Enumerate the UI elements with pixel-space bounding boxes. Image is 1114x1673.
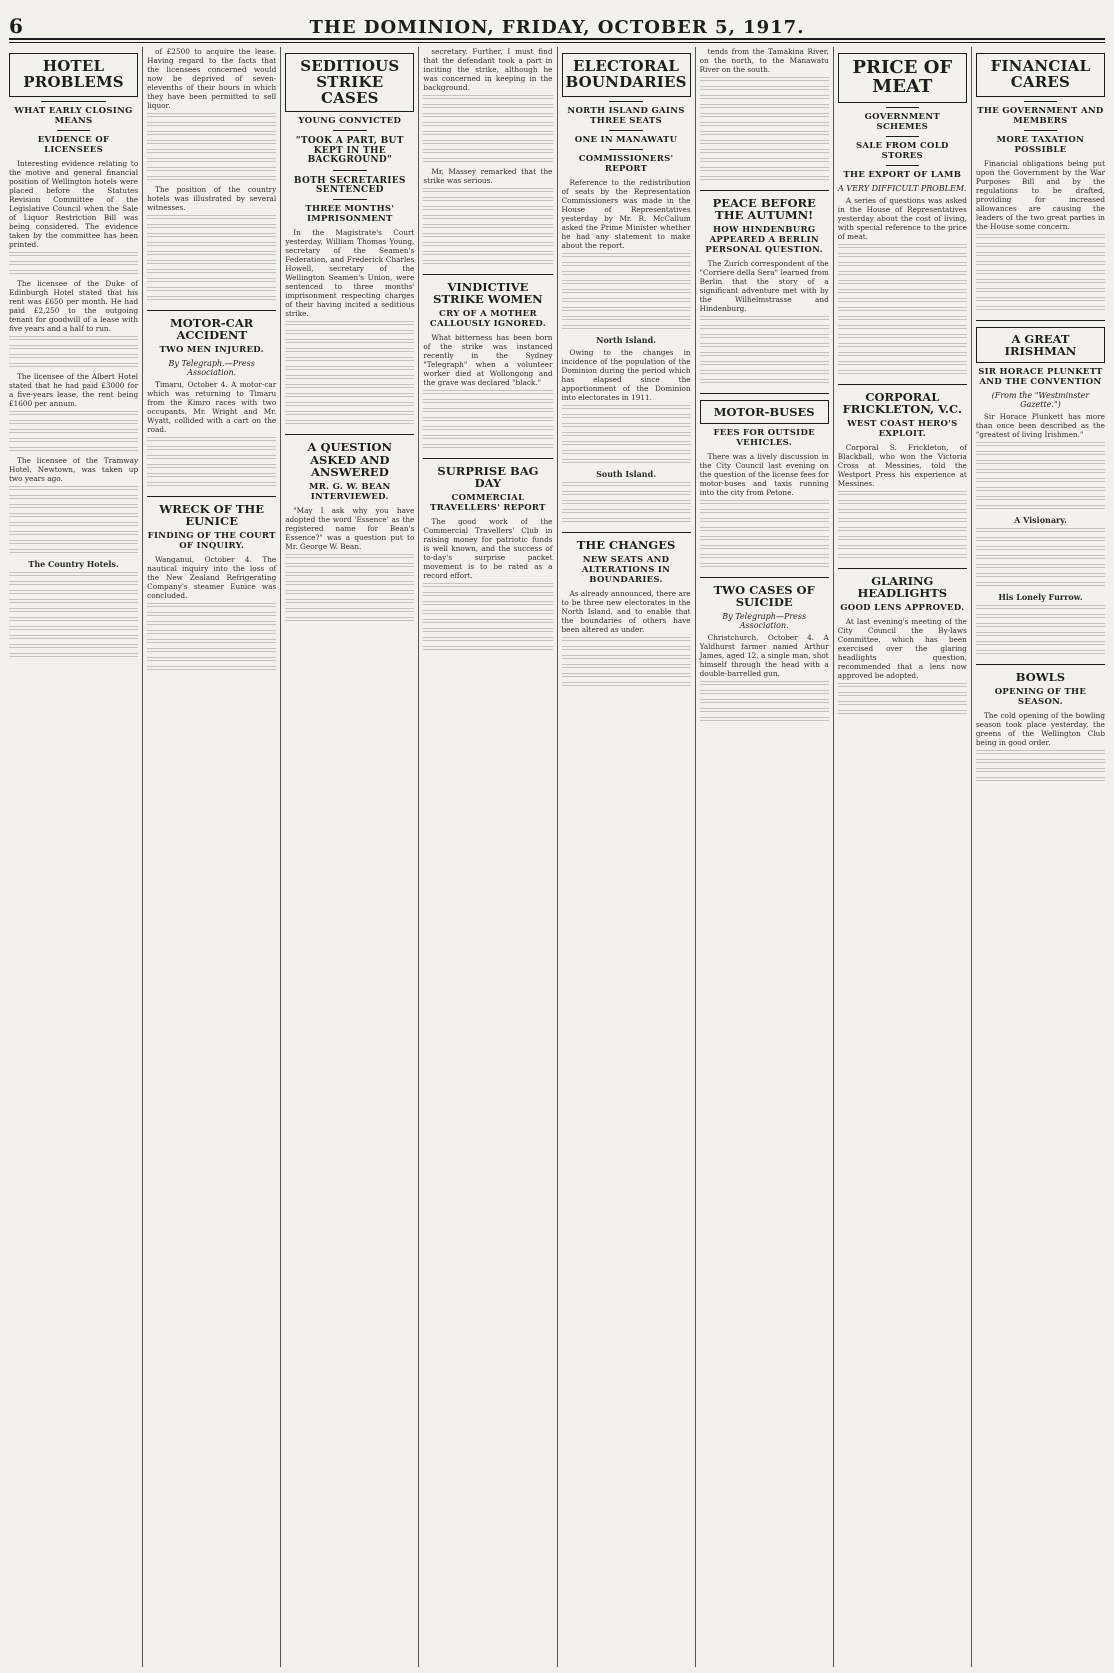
article-irishman: Sir Horace Plunkett has more than once been described as the "greatest of living Irishmen." A Visionary. His Lonely Furrow. xyxy=(976,412,1105,656)
page-number: 6 xyxy=(9,14,23,38)
article-financial-cares: Financial obligations being put upon the Government by the War Purposes Bill and by the regulations to be drafted, providing for increased allowances are causing the leaders of the two great parties in the House some concern. xyxy=(976,159,1105,312)
subhead-government-schemes: GOVERNMENT SCHEMES xyxy=(864,111,941,132)
headline-hotel-problems: HOTEL PROBLEMS xyxy=(9,53,138,97)
headline-price-of-meat: PRICE OF MEAT xyxy=(838,53,967,103)
article-motor-buses: There was a lively discussion in the City Council last evening on the question of the license fees for motor-buses and taxis running into the city from Petone. xyxy=(700,452,829,569)
headline-the-changes: THE CHANGES xyxy=(576,537,676,552)
subhead-more-taxation: MORE TAXATION POSSIBLE xyxy=(996,134,1085,155)
column-3 xyxy=(280,47,418,1667)
headline-great-irishman: A GREAT IRISHMAN xyxy=(976,327,1105,363)
newspaper-title: THE DOMINION, FRIDAY, OCTOBER 5, 1917. xyxy=(309,17,805,38)
subhead-west-coast-hero: WEST COAST HERO'S EXPLOIT. xyxy=(847,418,958,439)
headline-peace-before-autumn: PEACE BEFORE THE AUTUMN! xyxy=(712,196,816,223)
column-5 xyxy=(557,47,695,1667)
headline-motor-buses: MOTOR-BUSES xyxy=(700,400,829,424)
subhead-hindenburg: HOW HINDENBURG APPEARED A BERLIN PERSONAL QUESTION. xyxy=(705,225,823,256)
article-motor-car: Timaru, October 4. A motor-car which was returning to Timaru from the Kimro races with two occupants, Mr. Wright and Mr. Wyatt, collided with a cart on the road. xyxy=(147,380,276,488)
article-bean-essence: "May I ask why you have adopted the word 'Essence' as the registered name for Bean's Essence?" was a question put to Mr. George W. Bean. xyxy=(285,506,414,623)
subhead-commercial-travellers: COMMERCIAL TRAVELLERS' REPORT xyxy=(430,493,546,514)
subhead-court-of-inquiry: FINDING OF THE COURT OF INQUIRY. xyxy=(147,531,276,552)
headline-seditious-strike-cases: SEDITIOUS STRIKE CASES xyxy=(285,53,414,112)
headline-motor-car-accident: MOTOR-CAR ACCIDENT xyxy=(170,316,254,343)
article-peace: The Zurich correspondent of the "Corriere della Sera" learned from Berlin that the story of a significant adventure met with by the Wilhelmstrasse and Hindenburg. xyxy=(700,259,829,385)
subhead-government-and-members: THE GOVERNMENT AND MEMBERS xyxy=(977,105,1104,126)
subhead-young-convicted: YOUNG CONVICTED xyxy=(298,116,402,127)
column-1 xyxy=(9,47,142,1667)
article-strike-women: What bitterness has been born of the strike was instanced recently in the Sydney "Telegraph" when a volunteer worker died at Wollongong and the grave was declared "black." xyxy=(423,333,552,450)
article-hotel-problems: Interesting evidence relating to the motive and general financial position of Wellington hotels were placed before the Statutes Revision Committee of the Legislative Council when the Sale of Liquor Restriction Bill was being considered. The evidence taken by the committee has been printed. The licensee of the Duke of Edinburgh Hotel stated that his rent was £650 per month. He had paid £2,250 to the outgoing tenant for goodwill of a lease with five years and a half to run. The licensee of the Albert Hotel stated that he had paid £3000 for a five-years lease, the rent being £1600 per annum. The licensee of the Tramway Hotel, Newtown, was taken up two years ago. The Country Hotels. xyxy=(9,159,138,659)
subhead-commissioners-report: COMMISSIONERS' REPORT xyxy=(578,153,674,174)
headline-bowls: BOWLS xyxy=(1015,669,1066,684)
article-eunice: Wanganui, October 4. The nautical inquiry into the loss of the New Zealand Refrigerating Company's steamer Eunice was concluded. xyxy=(147,555,276,672)
article-price-of-meat: A series of questions was asked in the House of Representatives yesterday about the cost of living, with special reference to the price of meat. xyxy=(838,196,967,376)
subhead-sale-from-cold-stores: SALE FROM COLD STORES xyxy=(855,140,949,161)
article-surprise-bag: The good work of the Commercial Travellers' Club in raising money for patriotic funds is well known, and the success of to-day's surprise packet movement is to be rated as a record effort. xyxy=(423,517,552,652)
column-4 xyxy=(418,47,556,1667)
headline-glaring-headlights: GLARING HEADLIGHTS xyxy=(857,573,948,600)
article-bowls: The cold opening of the bowling season took place yesterday, the greens of the Wellington Club being in good order. xyxy=(976,711,1105,783)
subhead-evidence: EVIDENCE OF LICENSEES xyxy=(37,134,110,155)
headline-vindictive-strike-women: VINDICTIVE STRIKE WOMEN xyxy=(433,280,543,307)
masthead xyxy=(9,8,1105,40)
subhead-early-closing: WHAT EARLY CLOSING MEANS xyxy=(14,105,133,126)
column-2 xyxy=(142,47,280,1667)
headline-wreck-of-the-eunice: WRECK OF THE EUNICE xyxy=(159,502,265,529)
subhead-difficult-problem: A VERY DIFFICULT PROBLEM. xyxy=(838,183,967,193)
subhead-north-island-gains: NORTH ISLAND GAINS THREE SEATS xyxy=(567,105,685,126)
column-7 xyxy=(833,47,971,1667)
headline-two-cases-suicide: TWO CASES OF SUICIDE xyxy=(713,583,815,610)
article-seditious-strike: In the Magistrate's Court yesterday, William Thomas Young, secretary of the Seamen's Federation, and Frederick Charles Howell, secretary of the Wellington Seamen's Union, were sentenced to three months' imprisonment respecting charges of their having incited a seditious strike. xyxy=(285,228,414,426)
subhead-two-men-injured: TWO MEN INJURED. xyxy=(159,345,264,356)
article-changes: As already announced, there are to be three new electorates in the North Island, and to enable that the boundaries of others have been altered as under. xyxy=(562,589,691,688)
article-hotel-continued: of £2500 to acquire the lease. Having regard to the facts that the licensees concerned would now be deprived of seven-elevenths of their hours in which they have been permitted to sell liquor. The position of the country hotels was illustrated by several witnesses. xyxy=(147,47,276,302)
headline-surprise-bag-day: SURPRISE BAG DAY xyxy=(437,464,539,491)
subhead-took-a-part: "TOOK A PART, BUT KEPT IN THE BACKGROUND" xyxy=(295,136,404,166)
headline-electoral-boundaries: ELECTORAL BOUNDARIES xyxy=(562,53,691,97)
byline-press-association: By Telegraph.—Press Association. xyxy=(168,359,255,378)
subhead-three-months: THREE MONTHS' IMPRISONMENT xyxy=(305,204,395,225)
article-electoral-continued: tends from the Tamakina River, on the north, to the Manawatu River on the south. xyxy=(700,47,829,182)
source-westminster-gazette: (From the "Westminster Gazette.") xyxy=(991,390,1090,409)
headline-question-asked: A QUESTION ASKED AND ANSWERED xyxy=(307,440,393,479)
headline-financial-cares: FINANCIAL CARES xyxy=(976,53,1105,97)
subhead-cry-of-a-mother: CRY OF A MOTHER CALLOUSLY IGNORED. xyxy=(429,309,546,330)
subhead-new-seats: NEW SEATS AND ALTERATIONS IN BOUNDARIES. xyxy=(581,554,671,585)
headline-corporal-frickleton: CORPORAL FRICKLETON, V.C. xyxy=(842,389,962,416)
article-electoral: Reference to the redistribution of seats by the Representation Commissioners was made in the House of Representatives yesterday by Mr. R. McCallum asked the Prime Minister whether he had any statement to make about the report. North Island. Owing to the changes in incidence of the population of the Dominion during the period which has elapsed since the apportionment of the Dominion into electorates in 1911. South Island. xyxy=(562,178,691,524)
article-headlights: At last evening's meeting of the City Council the By-laws Committee, which has been exercised over the glaring headlights question, recommended that a lens now approved be adopted. xyxy=(838,617,967,716)
article-strike-continued: secretary. Further, I must find that the defendant took a part in inciting the strike, although he was concerned in keeping in the background. Mr. Massey remarked that the strike was serious. xyxy=(423,47,552,266)
column-8 xyxy=(971,47,1105,1667)
column-6 xyxy=(695,47,833,1667)
byline-press-association-2: By Telegraph—Press Association. xyxy=(722,612,807,631)
article-suicide: Christchurch, October 4. A Yaldhurst farmer named Arthur James, aged 12, a single man, shot himself through the head with a double-barrelled gun. xyxy=(700,633,829,723)
subhead-bean-interviewed: MR. G. W. BEAN INTERVIEWED. xyxy=(308,481,391,502)
subhead-export-of-lamb: THE EXPORT OF LAMB xyxy=(843,169,962,180)
subhead-good-lens: GOOD LENS APPROVED. xyxy=(840,603,965,614)
subhead-both-secretaries: BOTH SECRETARIES SENTENCED xyxy=(293,175,406,195)
subhead-fees-for-vehicles: FEES FOR OUTSIDE VEHICLES. xyxy=(713,428,815,449)
subhead-horace-plunkett: SIR HORACE PLUNKETT AND THE CONVENTION xyxy=(978,366,1103,387)
subhead-one-in-manawatu: ONE IN MANAWATU xyxy=(574,134,678,145)
subhead-opening-season: OPENING OF THE SEASON. xyxy=(994,686,1087,707)
article-frickleton: Corporal S. Frickleton, of Blackball, who won the Victoria Cross at Messines, told the Westport Press his experience at Messines. xyxy=(838,443,967,560)
